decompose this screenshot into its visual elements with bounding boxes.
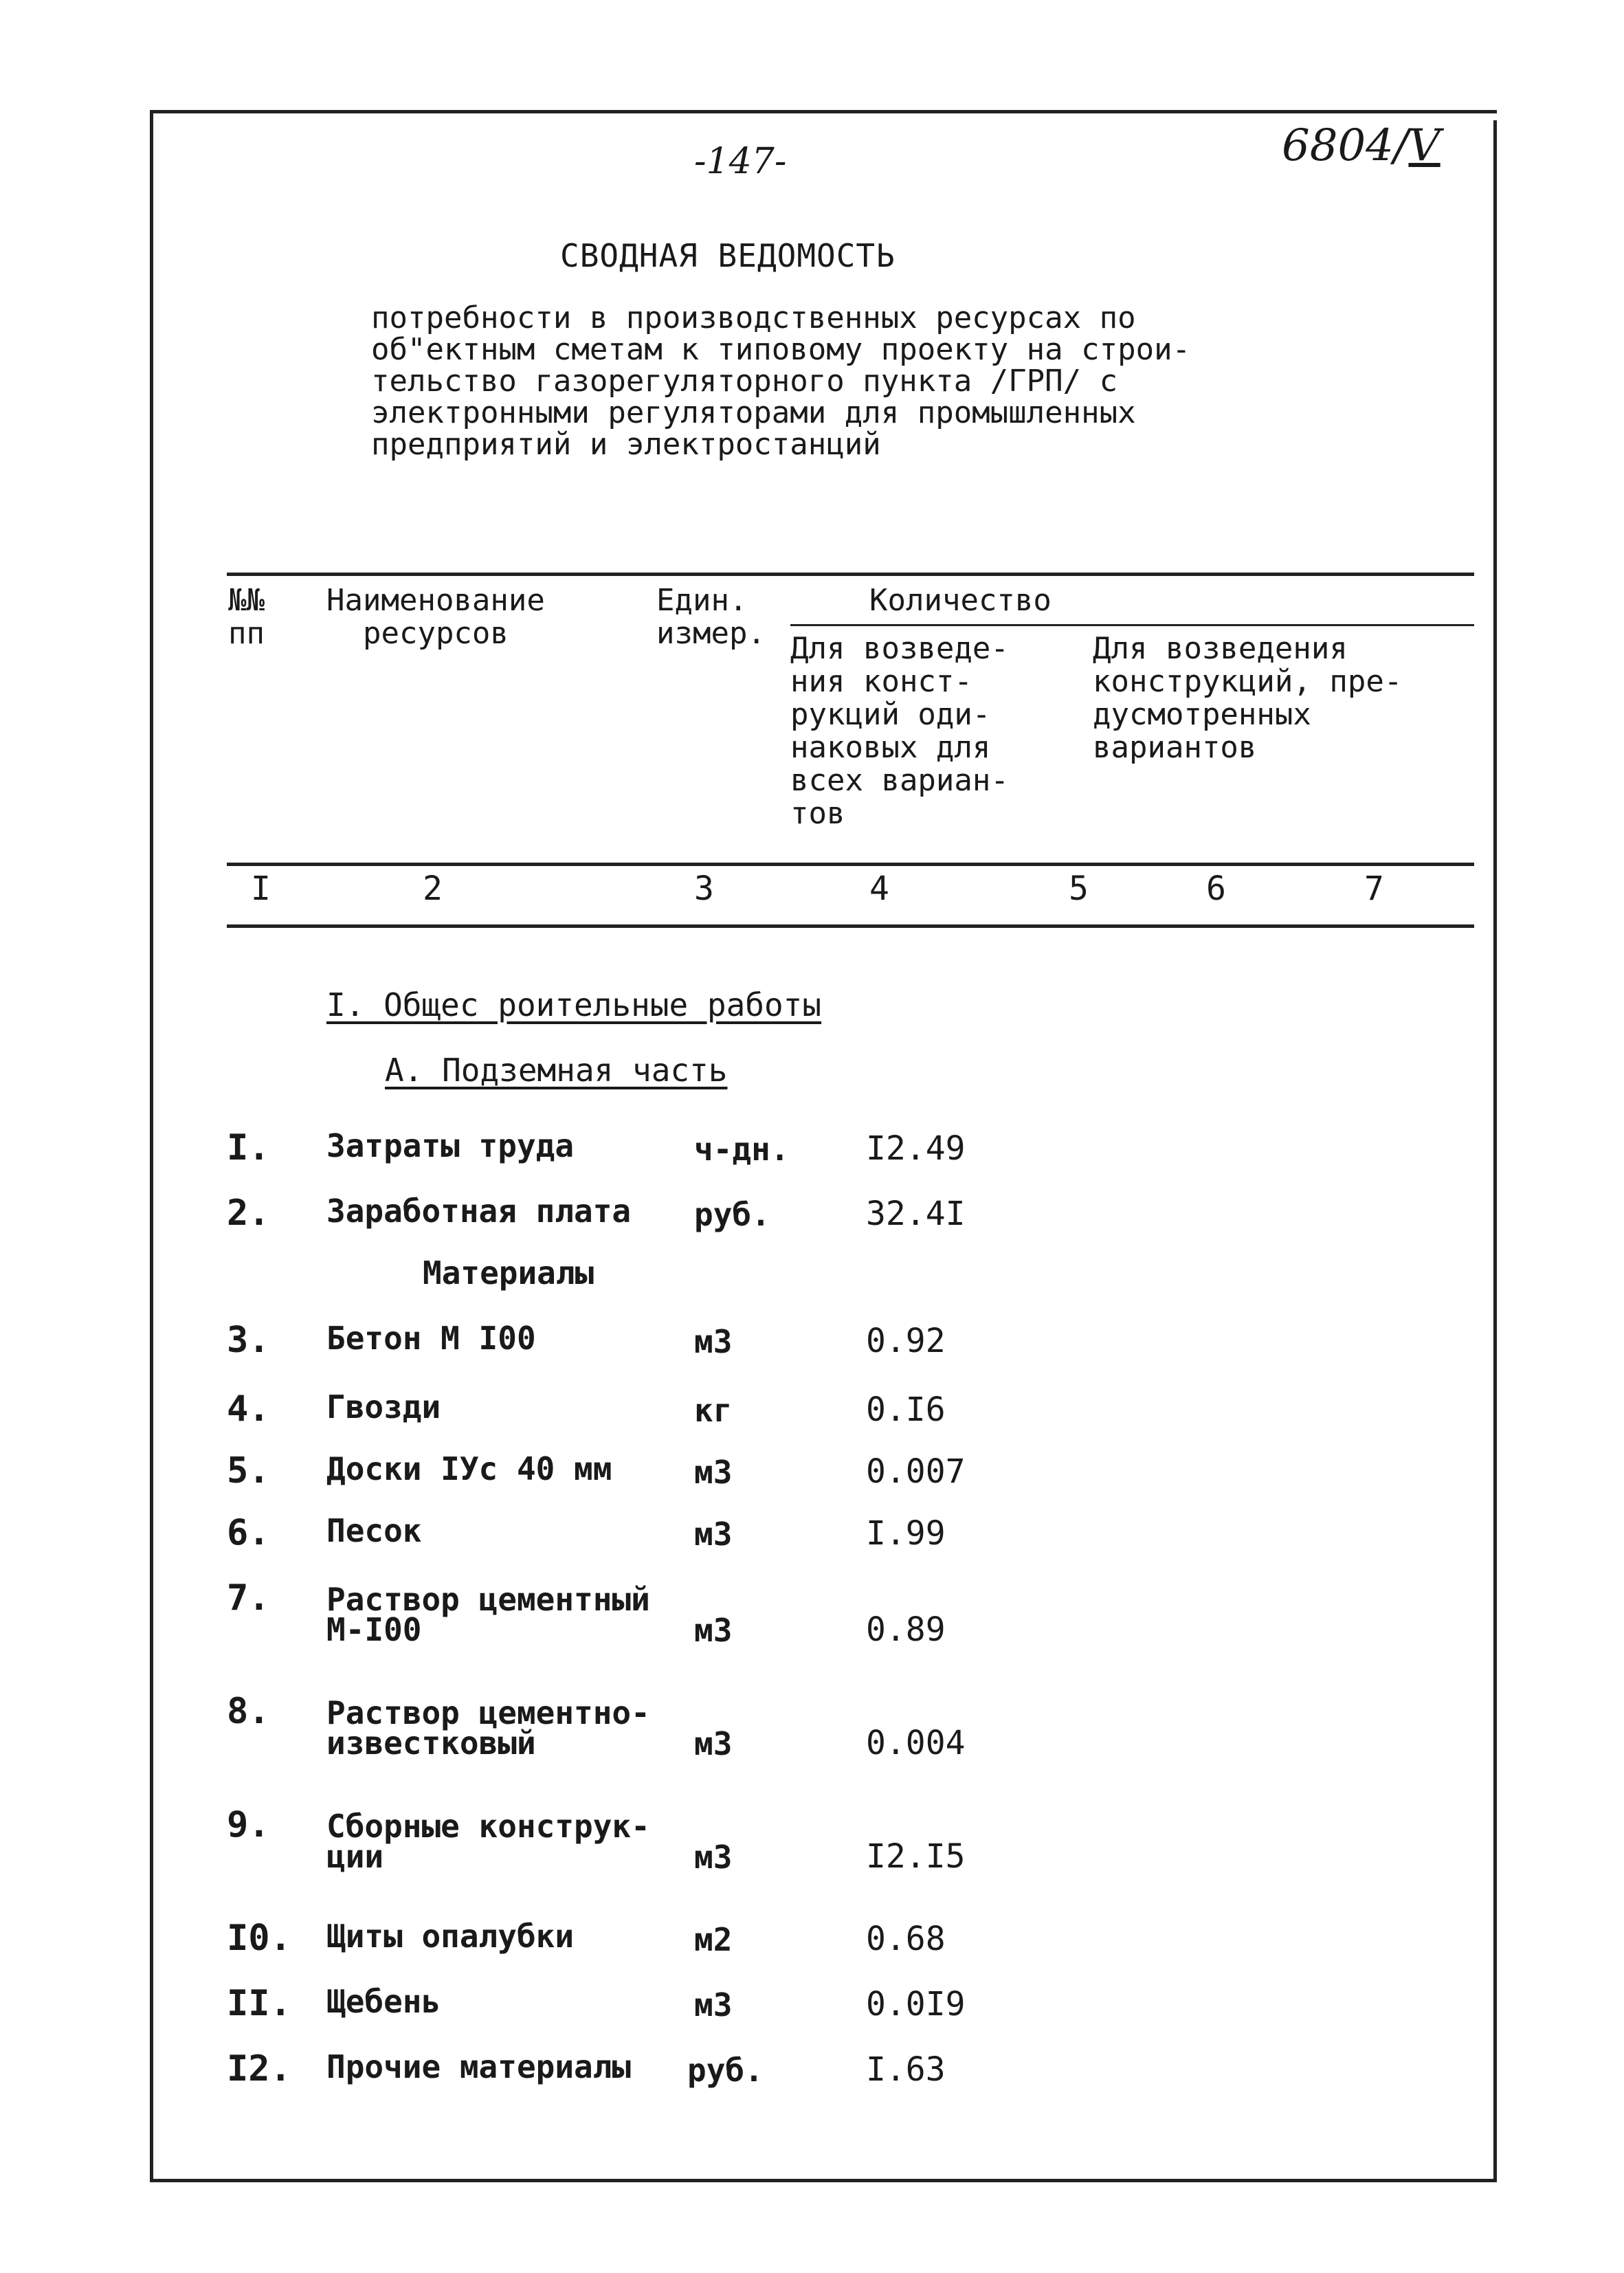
section-heading-text: I. Общес роительные работы	[326, 986, 822, 1023]
row-10-unit: м2	[694, 1921, 733, 1958]
row-8-value: 0.004	[866, 1724, 966, 1762]
row-7-name: Раствор цементный М-I00	[326, 1581, 650, 1648]
row-3-name: Бетон М I00	[326, 1320, 536, 1357]
row-12-value: I.63	[866, 2050, 946, 2089]
table-top-rule	[227, 573, 1474, 576]
doc-code	[1282, 120, 1441, 171]
row-1-name: Затраты труда	[326, 1127, 575, 1164]
col-number-1: I	[251, 869, 271, 908]
page-number: -147-	[694, 141, 787, 182]
row-1-unit: ч-дн.	[694, 1131, 790, 1168]
col-number-5: 5	[1069, 869, 1089, 908]
row-9-value: I2.I5	[866, 1837, 966, 1876]
col-number-6: 6	[1206, 869, 1226, 908]
col-header-name: Наименование ресурсов	[326, 583, 545, 651]
row-12-unit: руб.	[687, 2052, 764, 2089]
row-11-name: Щебень	[326, 1983, 441, 2020]
col-number-2: 2	[423, 869, 443, 908]
row-5-number: 5.	[227, 1450, 270, 1492]
row-3-number: 3.	[227, 1320, 270, 1361]
frame-right-border	[1493, 120, 1497, 2182]
row-5-unit: м3	[694, 1454, 733, 1491]
frame-bottom-border	[150, 2179, 1497, 2182]
row-10-name: Щиты опалубки	[326, 1918, 575, 1955]
row-8-unit: м3	[694, 1725, 733, 1762]
row-11-value: 0.0I9	[866, 1985, 966, 2023]
row-12-name: Прочие материалы	[326, 2048, 632, 2085]
frame-top-border	[150, 110, 1497, 113]
row-6-value: I.99	[866, 1514, 946, 1553]
section-heading	[326, 986, 821, 1023]
row-5-value: 0.007	[866, 1452, 966, 1491]
row-2-name: Заработная плата	[326, 1193, 632, 1230]
row-4-number: 4.	[227, 1388, 270, 1430]
row-10-value: 0.68	[866, 1920, 946, 1958]
row-8-name: Раствор цементно- известковый	[326, 1694, 650, 1762]
doc-code-main: 6804/	[1282, 120, 1409, 171]
row-3-unit: м3	[694, 1323, 733, 1360]
document-title: СВОДНАЯ ВЕДОМОСТЬ	[560, 237, 896, 274]
frame-left-border	[150, 110, 153, 2182]
row-12-number: I2.	[227, 2048, 291, 2089]
col-header-unit: Един. измер.	[656, 583, 766, 651]
col-number-4: 4	[869, 869, 889, 908]
row-9-number: 9.	[227, 1804, 270, 1845]
row-3-value: 0.92	[866, 1322, 946, 1360]
row-7-unit: м3	[694, 1612, 733, 1649]
col-header-qty-common: Для возведе- ния конст- рукций оди- наковых для всех вариан- тов	[790, 631, 1009, 831]
row-6-number: 6.	[227, 1512, 270, 1553]
subsection-heading	[385, 1052, 728, 1089]
row-2-value: 32.4I	[866, 1195, 966, 1233]
col-number-3: 3	[694, 869, 714, 908]
row-4-name: Гвозди	[326, 1388, 441, 1426]
row-7-number: 7.	[227, 1577, 270, 1619]
row-4-value: 0.I6	[866, 1390, 946, 1429]
header-bottom-rule	[227, 863, 1474, 866]
row-11-unit: м3	[694, 1986, 733, 2023]
col-header-no: №№ пп	[228, 583, 265, 651]
row-7-value: 0.89	[866, 1610, 946, 1649]
materials-label: Материалы	[423, 1254, 594, 1291]
row-1-value: I2.49	[866, 1129, 966, 1168]
row-9-name: Сборные конструк- ции	[326, 1808, 650, 1875]
row-1-number: I.	[227, 1127, 270, 1168]
col-number-7: 7	[1364, 869, 1384, 908]
qty-header-rule	[790, 624, 1474, 626]
document-subtitle: потребности в производственных ресурсах по об"ектным сметам к типовому проекту на строи- тельство газорегуляторного пункта /ГРП/ с электронными регуляторами для промышленных предприятий и электростанций	[371, 300, 1191, 462]
row-11-number: II.	[227, 1983, 291, 2024]
row-6-name: Песок	[326, 1512, 422, 1549]
row-9-unit: м3	[694, 1839, 733, 1876]
row-2-unit: руб.	[694, 1196, 770, 1233]
col-numbers-bottom-rule	[227, 924, 1474, 928]
col-header-qty-variant: Для возведения конструкций, пре- дусмотренных вариантов	[1093, 631, 1403, 765]
doc-code-suffix: V	[1408, 120, 1441, 171]
subsection-heading-text: А. Подземная часть	[385, 1052, 728, 1089]
row-10-number: I0.	[227, 1918, 291, 1959]
row-5-name: Доски IУс 40 мм	[326, 1450, 612, 1487]
row-6-unit: м3	[694, 1516, 733, 1553]
col-header-qty: Количество	[869, 583, 1052, 618]
row-4-unit: кг	[694, 1392, 733, 1429]
row-8-number: 8.	[227, 1691, 270, 1732]
row-2-number: 2.	[227, 1193, 270, 1234]
